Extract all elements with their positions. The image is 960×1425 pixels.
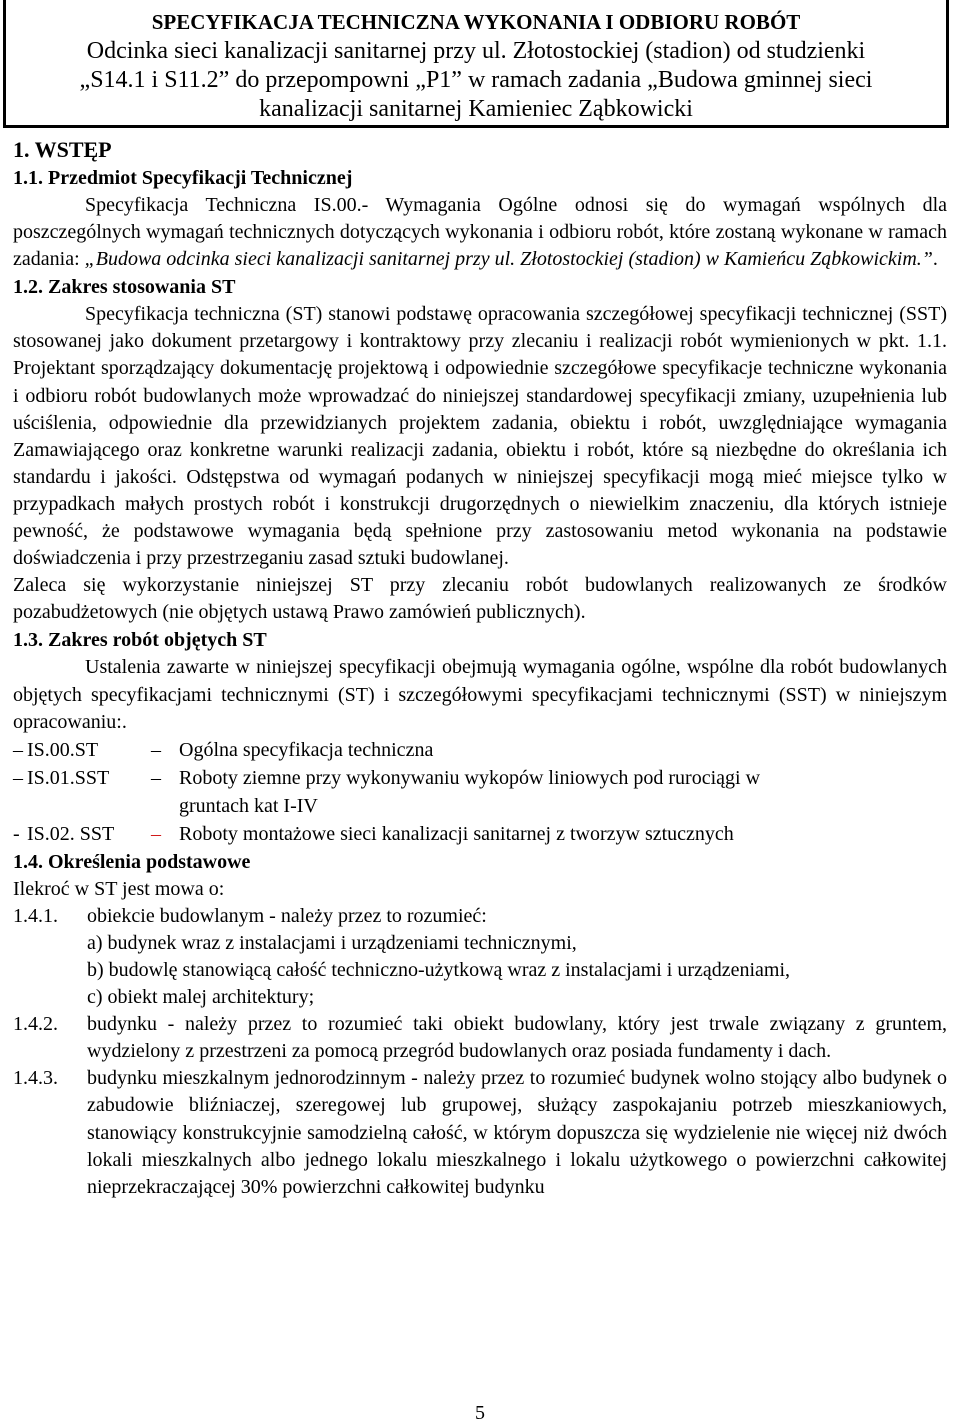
bullet-dash-icon: –: [13, 738, 23, 761]
definition-1-4-3: [13, 1065, 947, 1200]
spec-list: [13, 736, 947, 848]
definition-number: 1.4.2.: [13, 1013, 58, 1036]
definition-number: 1.4.1.: [13, 904, 58, 927]
spec-description: Ogólna specyfikacja techniczna: [179, 738, 434, 761]
section-heading-1-1: 1.1. Przedmiot Specyfikacji Technicznej: [13, 167, 353, 189]
paragraph-1-3: Ustalenia zawarte w niniejszej specyfikacji obejmują wymagania ogólne, wspólne dla robót budowlanych objętych specyfikacjami technicznymi (ST) i szczegółowymi specyfikacjami technicznymi (SST) w niniejszym opracowaniu:.: [13, 656, 947, 733]
definition-1-4-2: [13, 1011, 947, 1065]
definition-number: 1.4.3.: [13, 1067, 58, 1090]
section-heading-1-4: 1.4. Określenia podstawowe: [13, 850, 251, 873]
spec-dash: –: [151, 738, 161, 761]
definition-subitem-c: c) obiekt malej architektury;: [87, 986, 315, 1009]
definition-text: budynku - należy przez to rozumieć taki obiekt budowlany, który jest trwale związany z gruntem, wydzielony z przestrzeni za pomocą przegród budowlanych oraz posiada fundamenty i dach.: [87, 1013, 947, 1063]
spec-dash: –: [151, 822, 161, 845]
spec-list-item: [13, 736, 947, 764]
spec-code: IS.00.ST: [27, 738, 99, 761]
spec-code: IS.02. SST: [27, 822, 115, 845]
paragraph-1-1-end: .: [932, 248, 938, 271]
definition-1-4-1: [13, 903, 947, 930]
paragraph-1-2: Specyfikacja techniczna (ST) stanowi podstawę opracowania szczegółowej specyfikacji technicznej (SST) stosowanej jako dokument przetargowy i kontraktowy przy zlecaniu i realizacji robót wymienionych w pkt. 1.1. Projektant sporządzający dokumentację projektową i odpowiednie szczegółowe specyfikacje techniczne wykonania i odbioru robót budowlanych może wprowadzać do niniejszej standardowej specyfikacji zmiany, uzupełnienia lub uściślenia, odpowiednie dla przewidzianych projektem zadania, obiektu i robót, uwzględniające wymagania Zamawiającego oraz konkretne warunki realizacji zadania, obiektu i robót, które są niezbędne do określania ich standardu i jakości. Odstępstwa od wymagań podanych w niniejszej specyfikacji mogą mieć miejsce tylko w przypadkach małych prostych robót i konstrukcji drugorzędnych o niewielkim znaczeniu, dla których istnieje pewność, że podstawowe wymagania będą spełnione przy zastosowaniu metod wykonania na podstawie doświadczenia i przy przestrzeganiu zasad sztuki budowlanej.: [13, 303, 947, 570]
definition-subitem-b: b) budowlę stanowiącą całość techniczno-użytkową wraz z instalacjami i urządzeniami,: [87, 958, 791, 981]
spec-code: IS.01.SST: [27, 766, 110, 789]
spec-lead: -: [13, 822, 20, 845]
document-subtitle-line-3: kanalizacji sanitarnej Kamieniec Ząbkowicki: [259, 96, 693, 122]
definition-subitem-a: a) budynek wraz z instalacjami i urządzeniami technicznymi,: [87, 931, 577, 954]
task-name-italic: „Budowa odcinka sieci kanalizacji sanitarnej przy ul. Złotostockiej (stadion) w Kamieńcu Ząbkowickim.”: [84, 248, 933, 271]
spec-list-item: [13, 820, 947, 848]
page-number: 5: [475, 1402, 485, 1424]
definition-sublist: [13, 930, 947, 1011]
paragraph-1-1: [13, 192, 947, 273]
definitions-intro: Ilekroć w ST jest mowa o:: [13, 877, 225, 900]
document-subtitle-line-1: Odcinka sieci kanalizacji sanitarnej przy ul. Złotostockiej (stadion) od studzienki: [86, 38, 866, 64]
spec-description: Roboty montażowe sieci kanalizacji sanitarnej z tworzyw sztucznych: [179, 822, 734, 845]
spec-dash: –: [151, 766, 161, 789]
spec-description: Roboty ziemne przy wykonywaniu wykopów liniowych pod rurociągi w gruntach kat I-IV: [179, 766, 761, 817]
spec-list-item: [13, 764, 947, 820]
paragraph-1-1-text: Specyfikacja Techniczna IS.00.- Wymagania Ogólne odnosi się do wymagań wspólnych dla poszczególnych wymagań technicznych dotyczących wykonania i odbioru robót, które zostaną wykonane w ramach zadania:: [13, 194, 947, 271]
document-subtitle-line-2: „S14.1 i S11.2” do przepompowni „P1” w ramach zadania „Budowa gminnej sieci: [79, 67, 873, 93]
paragraph-1-2-b: Zaleca się wykorzystanie niniejszej ST przy zlecaniu robót budowlanych realizowanych ze środków pozabudżetowych (nie objętych ustawą Prawo zamówień publicznych).: [13, 574, 947, 624]
section-heading-1: 1. WSTĘP: [13, 137, 112, 162]
bullet-dash-icon: –: [13, 766, 23, 789]
section-heading-1-2: 1.2. Zakres stosowania ST: [13, 276, 236, 299]
definition-text: obiekcie budowlanym - należy przez to rozumieć:: [87, 904, 487, 927]
document-title: SPECYFIKACJA TECHNICZNA WYKONANIA I ODBIORU ROBÓT: [151, 10, 801, 34]
title-box: [3, 0, 949, 128]
document-page: [13, 0, 947, 1201]
definition-text: budynku mieszkalnym jednorodzinnym - należy przez to rozumieć budynek wolno stojący albo budynek o zabudowie bliźniaczej, szeregowej lub grupowej, służący zaspokajaniu potrzeb mieszkaniowych, stanowiący konstrukcyjnie samodzielną całość, w którym dopuszcza się wydzielenie nie więcej niż dwóch lokali mieszkalnych albo jednego lokalu mieszkalnego i lokalu użytkowego o powierzchni całkowitej nieprzekraczającej 30% powierzchni całkowitej budynku: [87, 1067, 947, 1198]
section-heading-1-3: 1.3. Zakres robót objętych ST: [13, 629, 267, 652]
